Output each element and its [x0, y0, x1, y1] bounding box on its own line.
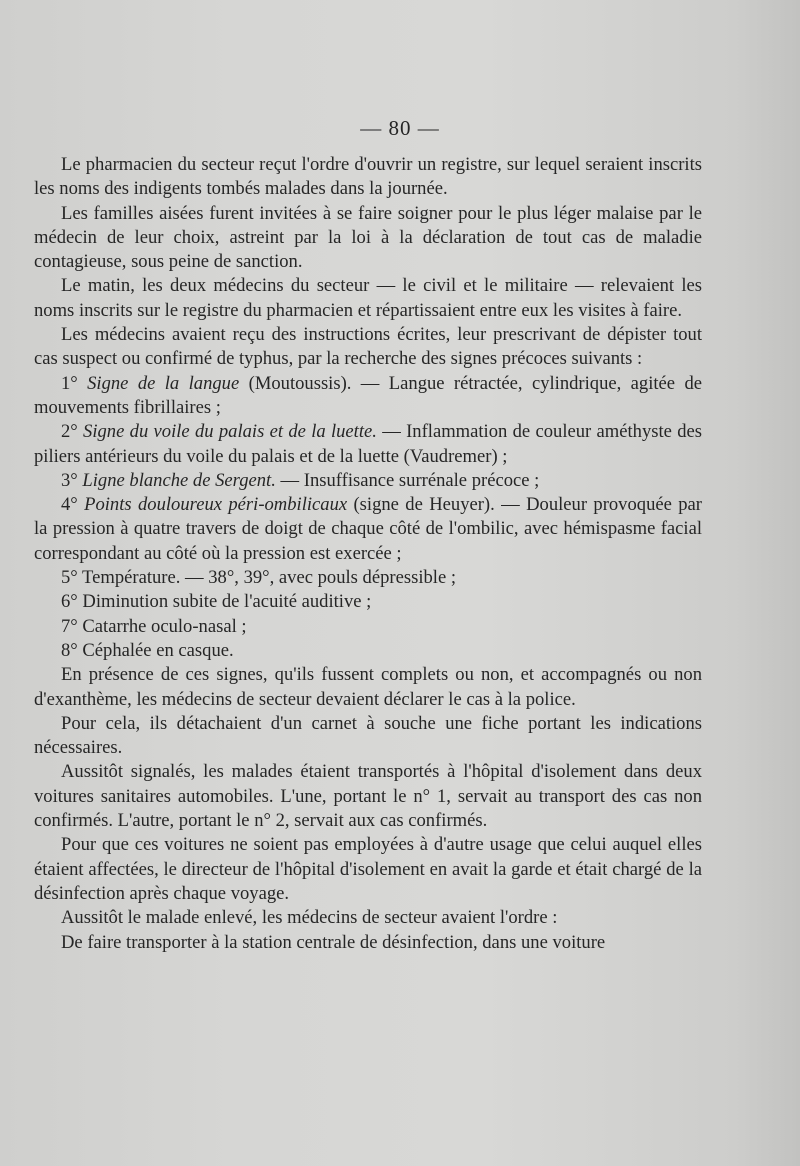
sign-description: — Inflammation de couleur améthyste des piliers antérieurs du voile du palais et de la luette (Vaudremer) ;: [34, 421, 702, 467]
sign-item: [34, 469, 702, 493]
sign-name: Signe de la langue: [87, 372, 240, 394]
sign-description: Céphalée en casque.: [82, 639, 234, 661]
sign-item: [34, 372, 702, 421]
sign-number: 8°: [61, 639, 78, 661]
paragraph: Les familles aisées furent invitées à se faire soigner pour le plus léger malaise par le médecin de leur choix, astreint par la loi à la déclaration de tout cas de maladie contagieuse, sous peine de sanction.: [34, 202, 702, 273]
sign-description: Diminution subite de l'acuité auditive ;: [82, 591, 372, 613]
paragraph: Pour que ces voitures ne soient pas employées à d'autre usage que celui auquel elles étaient affectées, le directeur de l'hôpital d'isolement en avait la garde et était chargé de la désinfection après chaque voyage.: [34, 834, 702, 904]
paragraph: De faire transporter à la station centrale de désinfection, dans une voiture: [61, 931, 606, 953]
page-number: — 80 —: [360, 116, 440, 140]
sign-item: [34, 590, 702, 614]
sign-item: [34, 639, 702, 663]
sign-description: (Moutoussis). — Langue rétractée, cylindrique, agitée de mouvements fibrillaires ;: [34, 372, 702, 418]
sign-number: 2°: [61, 421, 78, 443]
paragraph: Le pharmacien du secteur reçut l'ordre d'ouvrir un registre, sur lequel seraient inscrits les noms des indigents tombés malades dans la journée.: [34, 154, 702, 200]
sign-description: — Insuffisance surrénale précoce ;: [275, 469, 540, 491]
sign-description: Catarrhe oculo-nasal ;: [82, 615, 247, 637]
sign-number: 4°: [61, 494, 78, 516]
sign-item: [34, 615, 702, 639]
sign-name: Signe du voile du palais et de la luette.: [83, 421, 377, 443]
body-text: [34, 153, 702, 955]
sign-name: Points douloureux péri-ombilicaux: [84, 494, 348, 516]
sign-number: 5°: [61, 567, 78, 589]
sign-item: [34, 493, 702, 566]
sign-number: 7°: [61, 615, 78, 637]
paragraph: Aussitôt signalés, les malades étaient transportés à l'hôpital d'isolement dans deux voitures sanitaires automobiles. L'une, portant le n° 1, servait au transport des cas non confirmés. L'autre, portant le n° 2, servait aux cas confirmés.: [34, 761, 702, 832]
paragraph: Le matin, les deux médecins du secteur — le civil et le militaire — relevaient les noms inscrits sur le registre du pharmacien et répartissaient entre eux les visites à faire.: [34, 275, 702, 321]
paragraph: Pour cela, ils détachaient d'un carnet à souche une fiche portant les indications nécessaires.: [34, 712, 702, 759]
sign-description: (signe de Heuyer). — Douleur provoquée par la pression à quatre travers de doigt de chaque côté de l'ombilic, avec hémispasme facial correspondant au côté où la pression est exercée ;: [34, 494, 702, 564]
paragraph: Les médecins avaient reçu des instructions écrites, leur prescrivant de dépister tout cas suspect ou confirmé de typhus, par la recherche des signes précoces suivants :: [34, 324, 702, 370]
sign-description: Température. — 38°, 39°, avec pouls dépressible ;: [82, 567, 457, 589]
sign-number: 3°: [61, 469, 78, 491]
paragraph: En présence de ces signes, qu'ils fussent complets ou non, et accompagnés ou non d'exanthème, les médecins de secteur devaient déclarer le cas à la police.: [34, 664, 702, 710]
sign-item: [34, 420, 702, 469]
paragraph: Aussitôt le malade enlevé, les médecins de secteur avaient l'ordre :: [61, 907, 558, 929]
sign-name: Ligne blanche de Sergent.: [82, 469, 276, 491]
sign-number: 6°: [61, 591, 78, 613]
sign-item: [34, 566, 702, 590]
sign-number: 1°: [61, 372, 78, 394]
